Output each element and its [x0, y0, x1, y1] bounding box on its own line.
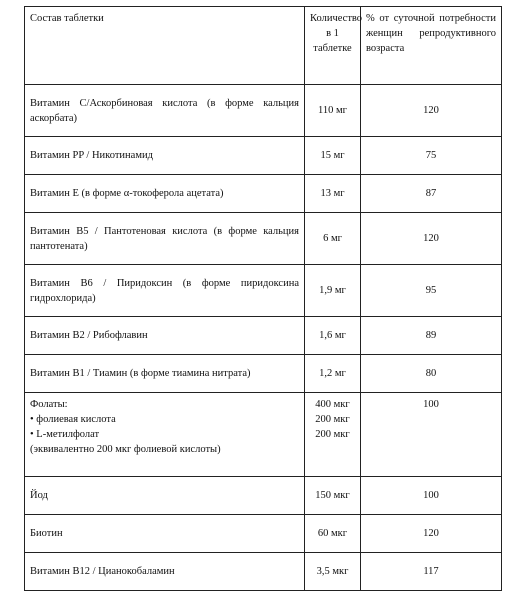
row-percent: 117	[361, 553, 502, 591]
table-row	[25, 553, 502, 591]
folates-line: (эквивалентно 200 мкг фолиевой кислоты)	[30, 444, 221, 455]
row-amount: 6 мг	[305, 213, 361, 265]
table-row	[25, 355, 502, 393]
folates-percent: 100	[361, 393, 502, 477]
table-row-folates	[25, 393, 502, 477]
row-name: Витамин В1 / Тиамин (в форме тиамина нитрата)	[25, 355, 305, 393]
row-amount: 1,9 мг	[305, 265, 361, 317]
row-amount: 1,6 мг	[305, 317, 361, 355]
table-row	[25, 265, 502, 317]
row-percent: 80	[361, 355, 502, 393]
header-percent-line: женщин репродуктивного	[366, 28, 496, 39]
folates-name	[25, 393, 305, 477]
row-name: Витамин В5 / Пантотеновая кислота (в форме кальция пантотената)	[25, 213, 305, 265]
table-row	[25, 477, 502, 515]
row-amount: 60 мкг	[305, 515, 361, 553]
row-amount: 3,5 мкг	[305, 553, 361, 591]
table-row	[25, 515, 502, 553]
header-percent-line: возраста	[366, 43, 405, 54]
folates-line: • фолиевая кислота	[30, 414, 116, 425]
row-percent: 100	[361, 477, 502, 515]
header-amount	[305, 7, 361, 85]
row-amount: 110 мг	[305, 85, 361, 137]
table-row	[25, 137, 502, 175]
row-percent: 89	[361, 317, 502, 355]
row-percent: 120	[361, 213, 502, 265]
folates-line: • L-метилфолат	[30, 429, 100, 440]
row-percent: 95	[361, 265, 502, 317]
folates-amount-line: 200 мкг	[315, 414, 350, 425]
folates-amount	[305, 393, 361, 477]
header-daily-percent	[361, 7, 502, 85]
table-row	[25, 317, 502, 355]
row-name: Витамин С/Аскорбиновая кислота (в форме кальция аскорбата)	[25, 85, 305, 137]
row-name: Йод	[25, 477, 305, 515]
row-percent: 120	[361, 85, 502, 137]
row-amount: 15 мг	[305, 137, 361, 175]
table-header-row	[25, 7, 502, 85]
table-row	[25, 85, 502, 137]
header-composition: Состав таблетки	[25, 7, 305, 85]
row-percent: 87	[361, 175, 502, 213]
table-row	[25, 175, 502, 213]
row-name: Витамин В12 / Цианокобаламин	[25, 553, 305, 591]
row-amount: 150 мкг	[305, 477, 361, 515]
row-percent: 75	[361, 137, 502, 175]
row-amount: 1,2 мг	[305, 355, 361, 393]
folates-line: Фолаты:	[30, 399, 68, 410]
folates-amount-line: 200 мкг	[315, 429, 350, 440]
row-percent: 120	[361, 515, 502, 553]
header-amount-line: в 1	[326, 28, 339, 39]
row-amount: 13 мг	[305, 175, 361, 213]
row-name: Биотин	[25, 515, 305, 553]
header-amount-line: Количество	[310, 13, 363, 24]
row-name: Витамин В6 / Пиридоксин (в форме пиридоксина гидрохлорида)	[25, 265, 305, 317]
row-name: Витамин Е (в форме α-токоферола ацетата)	[25, 175, 305, 213]
table-row	[25, 213, 502, 265]
header-percent-line: % от суточной потребности	[366, 13, 496, 24]
header-amount-line: таблетке	[313, 43, 352, 54]
composition-table	[24, 6, 502, 591]
row-name: Витамин В2 / Рибофлавин	[25, 317, 305, 355]
folates-amount-line: 400 мкг	[315, 399, 350, 410]
row-name: Витамин PP / Никотинамид	[25, 137, 305, 175]
